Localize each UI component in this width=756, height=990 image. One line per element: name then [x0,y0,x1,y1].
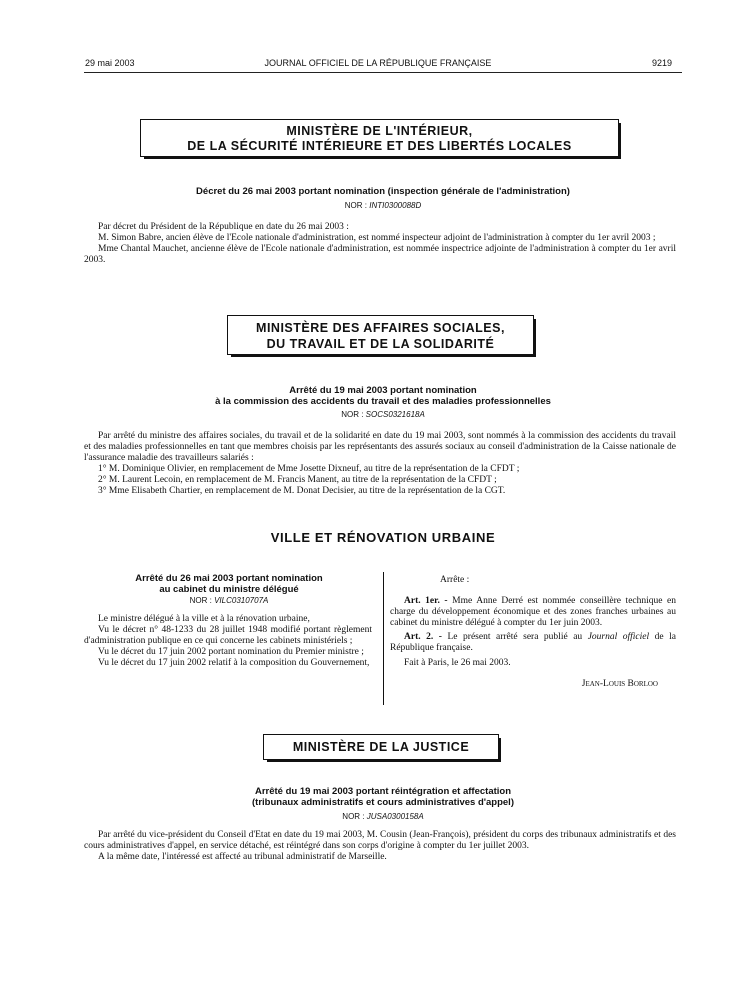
nor-reference: NOR : SOCS0321618A [341,410,425,419]
arrete-body [84,431,676,497]
decree-body [84,222,676,266]
nor-reference: NOR : JUSA0300158A [342,812,424,821]
column-divider [383,572,384,705]
ministry-name-line1: MINISTÈRE DE LA JUSTICE [292,740,470,754]
arrete-body [84,830,676,863]
arrete-title: Arrêté du 26 mai 2003 portant nomination au cabinet du ministre délégué [135,573,323,595]
arrete-title: Arrêté du 19 mai 2003 portant réintégration et affectation (tribunaux administratifs et cours administratives d'appel) [252,786,514,808]
header-date: 29 mai 2003 [85,58,135,68]
article-2: Art. 2. - Le présent arrêté sera publié au Journal officiel de la République française. [390,632,677,653]
list-item: 3° Mme Elisabeth Chartier, en remplacement de M. Donat Decisier, au titre de la représentation de la CGT. [98,486,506,496]
arrete-para: Vu le décret du 17 juin 2002 relatif à la composition du Gouvernement, [98,658,370,668]
arrete-para: Par arrêté du vice-président du Conseil d'Etat en date du 19 mai 2003, M. Cousin (Jean-François), président du corps des tribunaux administratifs et des cours administratives d'appel, en service détaché, est réintégré dans son corps d'origine à compter du 1er juillet 2003. [84,830,676,851]
arrete-para: A la même date, l'intéressé est affecté au tribunal administratif de Marseille. [98,852,387,862]
signoff: Fait à Paris, le 26 mai 2003. [404,658,511,668]
arrete-decision: Arrête : [440,575,470,585]
nor-reference: NOR : INTI0300088D [344,201,422,210]
arrete-para: Le ministre délégué à la ville et à la rénovation urbaine, [98,614,310,624]
header-journal-title: JOURNAL OFFICIEL DE LA RÉPUBLIQUE FRANÇAISE [264,58,492,68]
list-item: 2° M. Laurent Lecoin, en remplacement de M. Francis Manent, au titre de la représentation de la CFDT ; [98,475,497,485]
list-item: 1° M. Dominique Olivier, en remplacement de Mme Josette Dixneuf, au titre de la représentation de la CFDT ; [98,464,520,474]
ministry-name-line2: DE LA SÉCURITÉ INTÉRIEURE ET DES LIBERTÉS LOCALES [187,139,572,153]
decree-para: M. Simon Babre, ancien élève de l'Ecole nationale d'administration, est nommé inspecteur adjoint de l'administration à compter du 1er avril 2003 ; [98,233,656,243]
signature: Jean-Louis Borloo [581,679,658,689]
arrete-para: Vu le décret n° 48-1233 du 28 juillet 1948 modifié portant règlement d'administration publique en ce qui concerne les cabinets ministériels ; [84,625,372,646]
ministry-box-interieur [140,119,619,157]
arrete-para: Vu le décret du 17 juin 2002 portant nomination du Premier ministre ; [98,647,364,657]
ministry-box-affaires-sociales [227,315,534,355]
arrete-left-column [84,614,372,669]
decree-title: Décret du 26 mai 2003 portant nomination (inspection générale de l'administration) [196,186,570,197]
decree-para: Mme Chantal Mauchet, ancienne élève de l'Ecole nationale d'administration, est nommée inspectrice adjointe de l'administration à compter du 1er avril 2003. [84,244,676,265]
ministry-name-line2: DU TRAVAIL ET DE LA SOLIDARITÉ [266,337,495,351]
ministry-name-line1: MINISTÈRE DE L'INTÉRIEUR, [286,124,473,138]
arrete-right-column [390,575,676,690]
decree-para: Par décret du Président de la République en date du 26 mai 2003 : [98,222,349,232]
arrete-title: Arrêté du 19 mai 2003 portant nomination à la commission des accidents du travail et des maladies professionnelles [215,385,551,407]
section-heading-ville: VILLE ET RÉNOVATION URBAINE [270,530,496,545]
nor-reference: NOR : VILC0310707A [189,596,269,605]
header-page-number: 9219 [652,58,673,68]
ministry-name-line1: MINISTÈRE DES AFFAIRES SOCIALES, [256,321,505,335]
header-rule [84,72,682,73]
article-1: Art. 1er. - Mme Anne Derré est nommée conseillère technique en charge du développement économique et des zones franches urbaines au cabinet du ministre délégué à compter du 1er juin 2003. [390,596,676,628]
arrete-para: Par arrêté du ministre des affaires sociales, du travail et de la solidarité en date du 19 mai 2003, sont nommés à la commission des accidents du travail et des maladies professionnelles en tant que membres choisis par les représentants des assurés sociaux au conseil d'administration de la Caisse nationale de l'assurance maladie des travailleurs salariés : [84,431,676,463]
ministry-box-justice [263,734,499,760]
